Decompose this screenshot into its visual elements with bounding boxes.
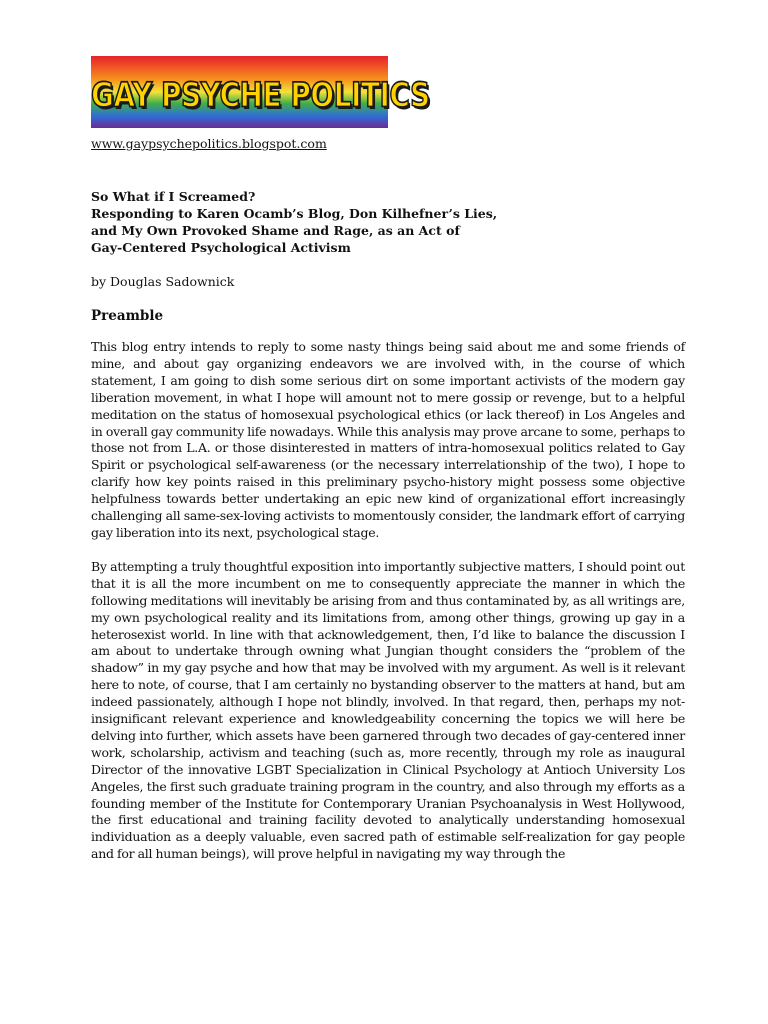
blog-logo-banner bbox=[91, 56, 430, 128]
title-line-3: and My Own Provoked Shame and Rage, as an Act of bbox=[91, 223, 460, 238]
blog-logo-text: GAY PSYCHE POLITICS bbox=[91, 75, 430, 116]
blog-url-link[interactable]: www.gaypsychepolitics.blogspot.com bbox=[91, 136, 327, 151]
author-byline: by Douglas Sadownick bbox=[91, 274, 235, 289]
body-paragraph-2: By attempting a truly thoughtful exposition into importantly subjective matters, I should point out that it is all the more incumbent on me to consequently appreciate the manner in which the following meditations will inevitably be arising from and thus contaminated by, as all writings are, my own psychological reality and its limitations from, among other things, growing up gay in a heterosexist world. In line with that acknowledgement, then, I’d like to balance the discussion I am about to undertake through owning what Jungian thought considers the “problem of the shadow” in my gay psyche and how that may be involved with my argument. As well is it relevant here to note, of course, that I am certainly no bystanding observer to the matters at hand, but am indeed passionately, although I hope not blindly, involved. In that regard, then, perhaps my not-insignificant relevant experience and knowledgeability concerning the topics we will here be delving into further, which assets have been garnered through two decades of gay-centered inner work, scholarship, activism and teaching (such as, more recently, through my role as inaugural Director of the innovative LGBT Specialization in Clinical Psychology at Antioch University Los Angeles, the first such graduate training program in the country, and also through my efforts as a founding member of the Institute for Contemporary Uranian Psychoanalysis in West Hollywood, the first educational and training facility devoted to analytically understanding homosexual individuation as a deeply valuable, even sacred path of estimable self-realization for gay people and for all human beings), will prove helpful in navigating my way through the bbox=[91, 558, 685, 862]
section-heading-preamble: Preamble bbox=[91, 308, 164, 324]
article-title bbox=[91, 188, 685, 256]
title-line-4: Gay-Centered Psychological Activism bbox=[91, 240, 351, 255]
document-page bbox=[91, 56, 685, 876]
title-line-2: Responding to Karen Ocamb’s Blog, Don Kilhefner’s Lies, bbox=[91, 206, 498, 221]
body-paragraph-1: This blog entry intends to reply to some nasty things being said about me and some friends of mine, and about gay organizing endeavors we are involved with, in the course of which statement, I am going to dish some serious dirt on some important activists of the modern gay liberation movement, in what I hope will amount not to mere gossip or revenge, but to a helpful meditation on the status of homosexual psychological ethics (or lack thereof) in Los Angeles and in overall gay community life nowadays. While this analysis may prove arcane to some, perhaps to those not from L.A. or those disinterested in matters of intra-homosexual politics related to Gay Spirit or psychological self-awareness (or the necessary interrelationship of the two), I hope to clarify how key points raised in this preliminary psycho-history might possess some objective helpfulness towards better undertaking an epic new kind of organizational effort increasingly challenging all same-sex-loving activists to momentously consider, the landmark effort of carrying gay liberation into its next, psychological stage. bbox=[91, 339, 685, 540]
title-line-1: So What if I Screamed? bbox=[91, 189, 256, 204]
